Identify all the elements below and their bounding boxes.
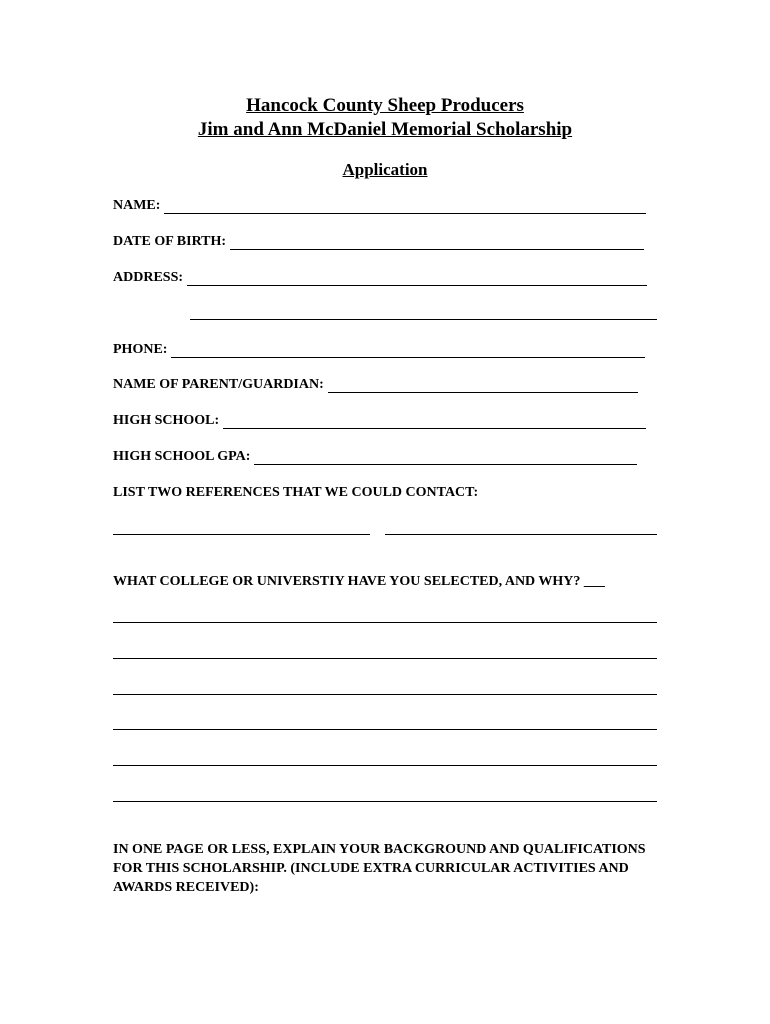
background-prompt: IN ONE PAGE OR LESS, EXPLAIN YOUR BACKGROUND AND QUALIFICATIONS FOR THIS SCHOLARSHIP. (INCLUDE EXTRA CURRICULAR ACTIVITIES AND AWARDS RECEIVED): — [113, 842, 646, 895]
college-answer-line-3[interactable] — [113, 694, 657, 695]
college-answer-line-5[interactable] — [113, 765, 657, 766]
dob-blank[interactable] — [230, 236, 644, 250]
gpa-field — [113, 449, 637, 465]
dob-field — [113, 234, 644, 250]
high-school-blank[interactable] — [223, 415, 646, 429]
high-school-label: HIGH SCHOOL: — [113, 413, 220, 428]
gpa-label: HIGH SCHOOL GPA: — [113, 449, 251, 464]
address-blank-2[interactable] — [190, 319, 657, 320]
college-prompt: WHAT COLLEGE OR UNIVERSTIY HAVE YOU SELECTED, AND WHY? ___ — [113, 574, 605, 589]
parent-blank[interactable] — [328, 379, 638, 393]
subtitle: Application — [342, 160, 428, 179]
name-field — [113, 198, 646, 214]
college-answer-line-1[interactable] — [113, 622, 657, 623]
address-label: ADDRESS: — [113, 270, 184, 285]
college-answer-line-4[interactable] — [113, 729, 657, 730]
references-prompt: LIST TWO REFERENCES THAT WE COULD CONTACT: — [113, 485, 479, 500]
dob-label: DATE OF BIRTH: — [113, 234, 227, 249]
reference-2-blank[interactable] — [385, 534, 657, 535]
gpa-blank[interactable] — [254, 451, 637, 465]
college-answer-line-6[interactable] — [113, 801, 657, 802]
phone-label: PHONE: — [113, 342, 168, 357]
address-field — [113, 270, 647, 286]
reference-1-blank[interactable] — [113, 534, 370, 535]
parent-field — [113, 377, 638, 393]
title-line-1: Hancock County Sheep Producers — [246, 95, 524, 116]
address-blank-1[interactable] — [187, 272, 647, 286]
title-line-2: Jim and Ann McDaniel Memorial Scholarship — [197, 119, 573, 140]
phone-blank[interactable] — [171, 344, 645, 358]
name-blank[interactable] — [164, 200, 646, 214]
high-school-field — [113, 413, 646, 429]
phone-field — [113, 342, 645, 358]
name-label: NAME: — [113, 198, 161, 213]
college-answer-line-2[interactable] — [113, 658, 657, 659]
parent-label: NAME OF PARENT/GUARDIAN: — [113, 377, 324, 392]
